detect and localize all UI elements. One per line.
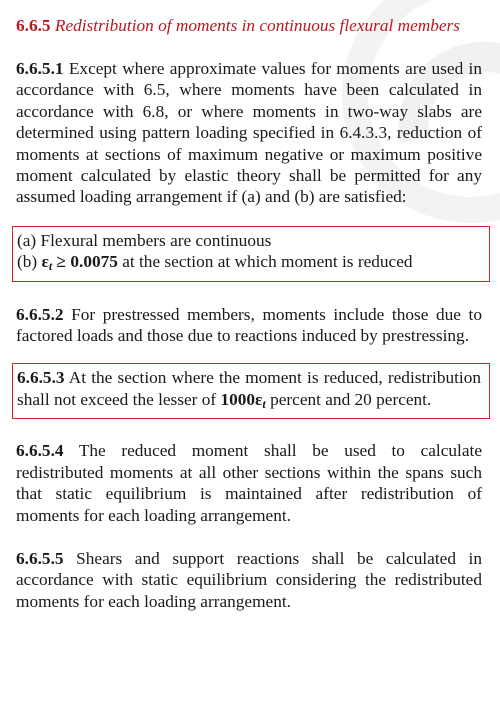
clause-text: For prestressed members, moments include those due to factored loads and those due to reactions induced by prestressing. bbox=[16, 304, 482, 346]
clause-text: Shears and support reactions shall be calculated in accordance with static equilibrium considering the redistributed moments for each loading arrangement. bbox=[16, 548, 482, 611]
redistribution-limit-box bbox=[12, 363, 490, 419]
limit-value: 1000ε bbox=[220, 389, 263, 409]
section-number: 6.6.5 bbox=[16, 16, 51, 35]
section-heading bbox=[16, 14, 482, 37]
condition-b: (b) $\varepsilon_t \ge 0.0075$ at the section at which moment is reduced bbox=[17, 252, 413, 274]
clause-number: 6.6.5.5 bbox=[16, 548, 64, 568]
epsilon-symbol: ε bbox=[41, 252, 49, 272]
clause-text: Except where approximate values for moments are used in accordance with 6.5, where moments have been calculated in accordance with 6.8, or where moments in two-way slabs are determined using pattern loading specified in 6.4.3.3, reduction of moments at sections of maximum negative or maximum positive moment calculated by elastic theory shall be permitted for any assumed loading arrangement if (a) and (b) are satisfied: bbox=[16, 59, 482, 207]
clause-number: 6.6.5.3 bbox=[17, 368, 65, 388]
clause-6-6-5-5 bbox=[16, 548, 482, 612]
strain-value: 0.0075 bbox=[70, 252, 118, 272]
clause-6-6-5-2 bbox=[16, 304, 482, 347]
clause-number: 6.6.5.2 bbox=[16, 304, 64, 324]
clause-6-6-5-1 bbox=[16, 58, 482, 208]
clause-6-6-5-3: 6.6.5.3 At the section where the moment is reduced, redistribution shall not exceed the lesser of $1000\varepsilon_t$ percent and 20 percent. bbox=[17, 368, 481, 411]
clause-6-6-5-4 bbox=[16, 440, 482, 526]
clause-number: 6.6.5.1 bbox=[16, 59, 64, 78]
clause-text: The reduced moment shall be used to calculate redistributed moments at all other sections within the spans such that static equilibrium is maintained after redistribution of moments for each loading arrangement. bbox=[16, 441, 482, 525]
condition-a: (a) Flexural members are continuous bbox=[17, 230, 272, 250]
conditions-box bbox=[12, 226, 490, 282]
clause-number: 6.6.5.4 bbox=[16, 441, 64, 461]
section-title: Redistribution of moments in continuous flexural members bbox=[54, 16, 461, 35]
